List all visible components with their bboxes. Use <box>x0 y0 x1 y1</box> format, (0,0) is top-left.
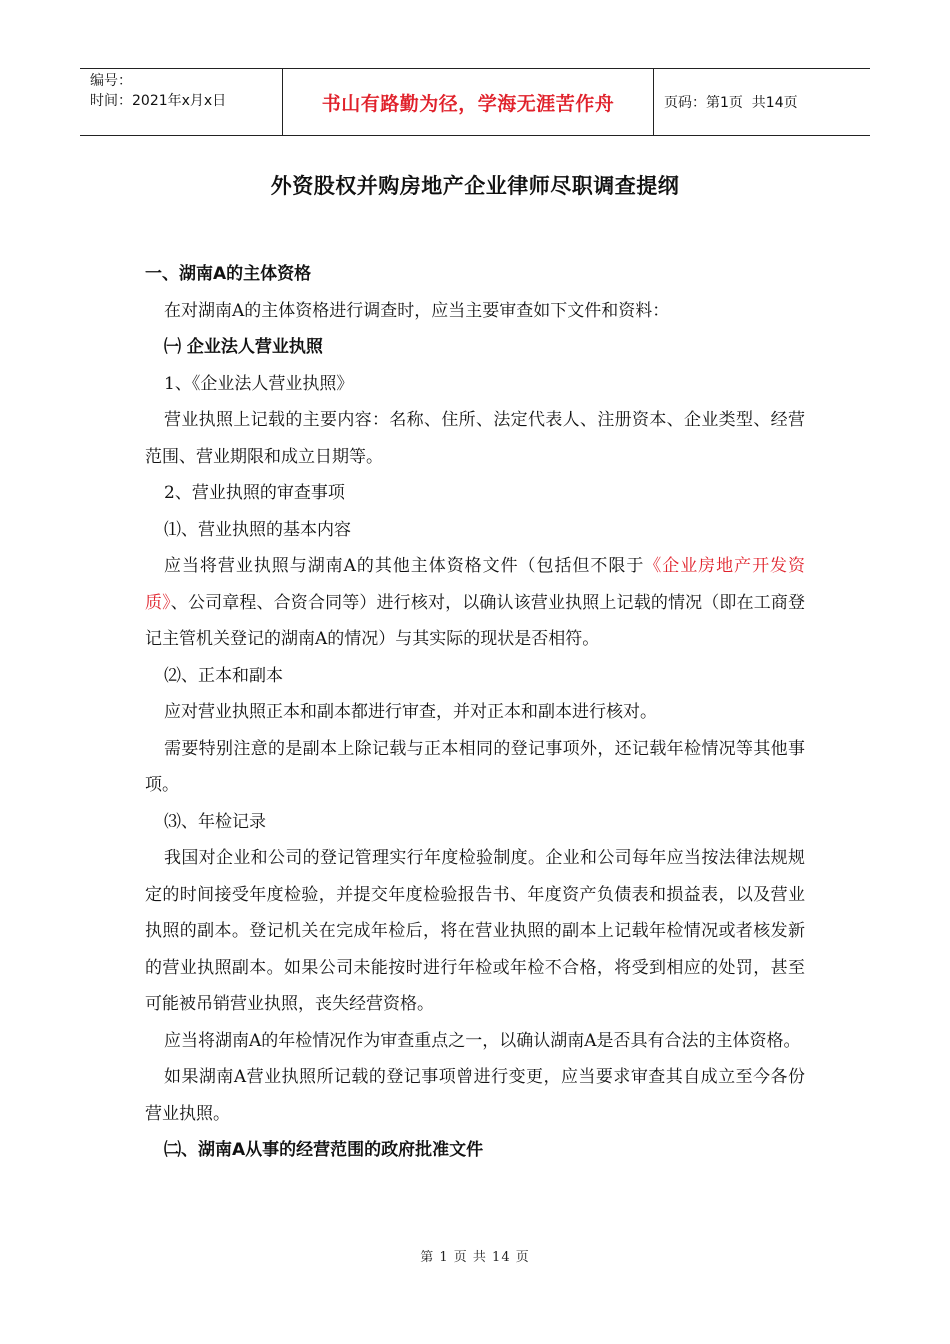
page-footer: 第 1 页 共 14 页 <box>420 1250 530 1265</box>
section-heading: 一、湖南A的主体资格 <box>145 264 312 284</box>
point-paragraph: 我国对企业和公司的登记管理实行年度检验制度。企业和公司每年应当按法律法规规定的时间接受年度检验，并提交年度检验报告书、年度资产负债表和损益表，以及营业执照的副本。登记机关在完成年检后，将在营业执照的副本上记载年检情况或者核发新的营业执照副本。如果公司未能按时进行年检或年检不合格，将受到相应的处罚，甚至可能被吊销营业执照，丧失经营资格。 <box>145 848 805 1014</box>
header-meta-cell <box>80 69 282 135</box>
header-page-cell <box>654 69 870 135</box>
subsection-heading: ㈠ 企业法人营业执照 <box>164 337 323 357</box>
doc-number-label: 编号： <box>90 73 132 89</box>
point-paragraph: 需要特别注意的是副本上除记载与正本相同的登记事项外，还记载年检情况等其他事项。 <box>145 738 805 795</box>
header-page-info: 页码：第1页 共14页 <box>664 95 798 111</box>
header-motto-cell <box>282 69 654 135</box>
highlighted-reference: 《企业房地产开发资质》 <box>145 556 806 613</box>
point-title: ⑶、年检记录 <box>164 811 266 832</box>
item-paragraph: 营业执照上记载的主要内容：名称、住所、法定代表人、注册资本、企业类型、经营范围、营业期限和成立日期等。 <box>145 410 805 467</box>
point-paragraph <box>145 548 805 658</box>
document-title: 外资股权并购房地产企业律师尽职调查提纲 <box>270 174 680 198</box>
point-paragraph: 如果湖南A营业执照所记载的登记事项曾进行变更，应当要求审查其自成立至今各份营业执照。 <box>145 1067 805 1124</box>
point-title: ⑵、正本和副本 <box>164 665 283 686</box>
paragraph-text: 、公司章程、合资合同等）进行核对，以确认该营业执照上记载的情况（即在工商登记主管机关登记的湖南A的情况）与其实际的现状是否相符。 <box>145 592 806 649</box>
subsection-heading: ㈡、湖南A从事的经营范围的政府批准文件 <box>164 1140 484 1160</box>
paragraph-text: 应当将营业执照与湖南A的其他主体资格文件（包括但不限于 <box>164 556 645 576</box>
point-title: ⑴、营业执照的基本内容 <box>164 519 351 540</box>
item-title: 1、《企业法人营业执照》 <box>164 373 354 394</box>
point-paragraph: 应当将湖南A的年检情况作为审查重点之一，以确认湖南A是否具有合法的主体资格。 <box>164 1030 801 1051</box>
item-title: 2、营业执照的审查事项 <box>164 483 345 503</box>
doc-time-label: 时间：2021年x月x日 <box>90 93 227 109</box>
document-body <box>145 256 805 1169</box>
section-intro: 在对湖南A的主体资格进行调查时，应当主要审查如下文件和资料： <box>164 300 670 321</box>
point-paragraph: 应对营业执照正本和副本都进行审查，并对正本和副本进行核对。 <box>164 702 657 722</box>
page-header <box>80 68 870 136</box>
header-motto: 书山有路勤为径，学海无涯苦作舟 <box>321 92 615 115</box>
